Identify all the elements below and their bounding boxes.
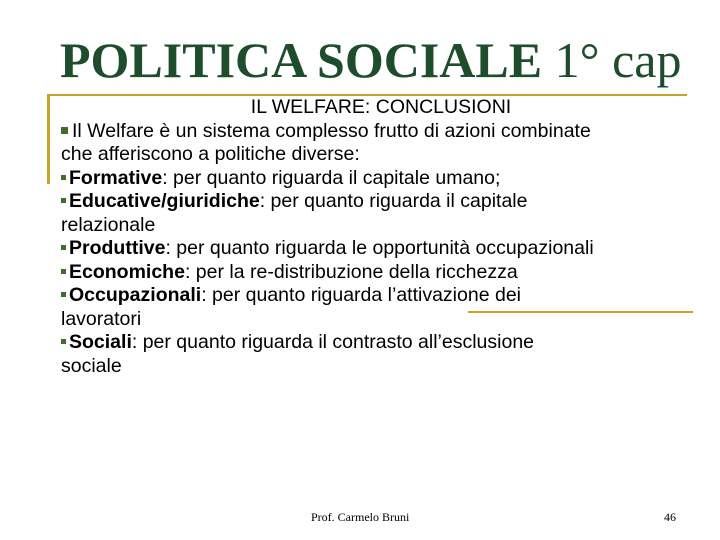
item-term: Occupazionali [69, 284, 202, 306]
list-item [61, 167, 701, 191]
slide-title [60, 30, 681, 90]
item-term: Economiche [69, 260, 185, 283]
square-bullet-icon [61, 198, 66, 203]
item-continuation: sociale [61, 354, 122, 377]
section-heading: IL WELFARE: CONCLUSIONI [250, 96, 512, 118]
item-text: : per quanto riguarda il capitale umano; [162, 166, 501, 189]
intro-line-2: che afferiscono a politiche diverse: [61, 143, 360, 165]
item-text: : per quanto riguarda il contrasto all’esclusione [131, 331, 535, 353]
accent-vertical-line [47, 94, 50, 184]
item-continuation: relazionale [61, 213, 156, 236]
item-term: Educative/giuridiche [69, 190, 260, 212]
intro-text-1: Il Welfare è un sistema complesso frutto di azioni combinate [72, 119, 591, 142]
list-item [61, 237, 701, 261]
square-bullet-icon [61, 245, 66, 250]
accent-underline [468, 311, 693, 313]
slide-title-bold: POLITICA SOCIALE [60, 32, 543, 88]
item-text: : per quanto riguarda le opportunità occupazionali [165, 237, 594, 259]
slide-title-rest: 1° cap [542, 32, 682, 88]
page-number: 46 [664, 510, 676, 524]
item-continuation: lavoratori [61, 307, 142, 330]
list-item [61, 261, 701, 285]
item-text: : per quanto riguarda il capitale [259, 190, 528, 212]
item-term: Produttive [69, 237, 166, 259]
slide-body [61, 96, 701, 378]
footer-author: Prof. Carmelo Bruni [311, 510, 410, 524]
item-text: : per quanto riguarda l’attivazione dei [201, 284, 521, 306]
list-item [61, 190, 701, 214]
item-term: Sociali [69, 331, 132, 353]
list-item [61, 331, 701, 355]
item-text: : per la re-distribuzione della ricchezza [184, 260, 518, 283]
square-bullet-icon [61, 269, 66, 274]
square-bullet-icon [61, 175, 66, 180]
item-term: Formative [69, 166, 163, 189]
square-bullet-icon [61, 127, 68, 134]
square-bullet-icon [61, 339, 66, 344]
intro-line-1 [61, 120, 701, 144]
list-item [61, 284, 701, 308]
square-bullet-icon [61, 292, 66, 297]
